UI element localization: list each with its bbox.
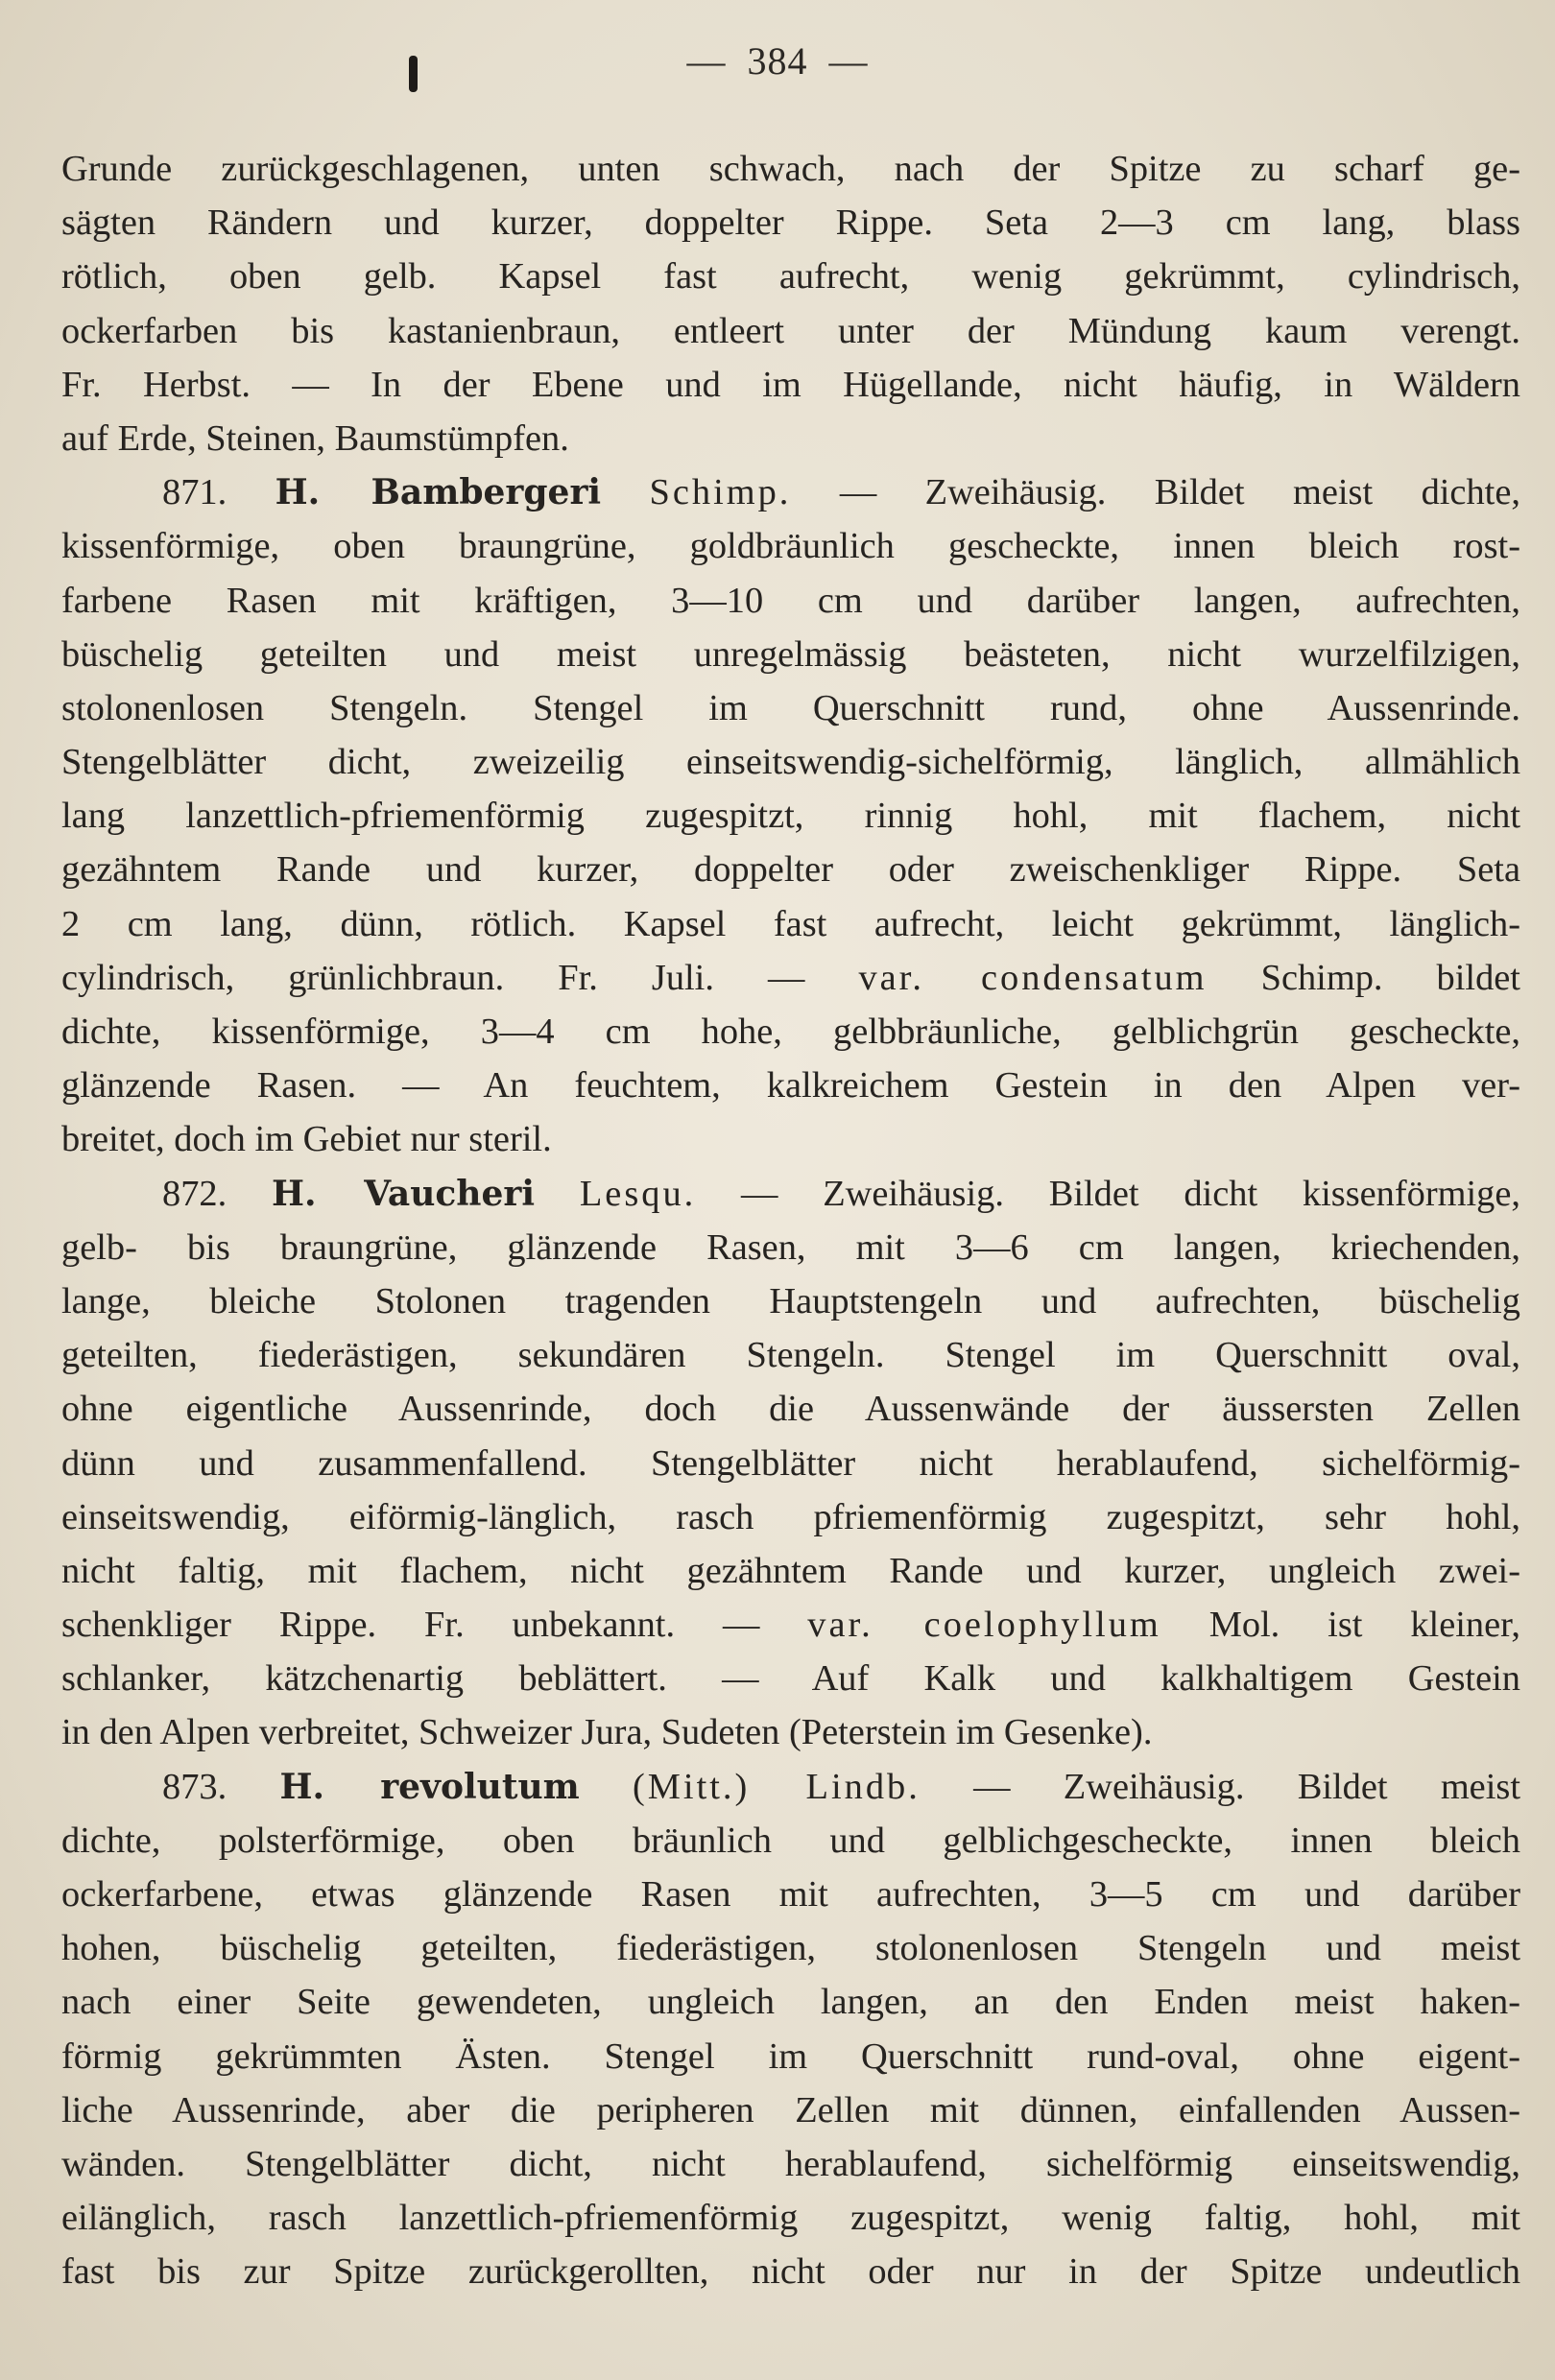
text-line: stolonenlosen Stengeln. Stengel im Querschnitt rund, ohne Aussenrinde. [61, 687, 1520, 728]
species-number: 873. [162, 1766, 227, 1807]
text-line: kissenförmige, oben braungrüne, goldbräunlich gescheckte, innen bleich rost- [61, 526, 1520, 567]
species-number: 871. [162, 472, 227, 513]
species-author: Schimp. [649, 472, 792, 513]
species-text: — Zweihäusig. Bildet meist [973, 1766, 1520, 1807]
text-line: nicht faltig, mit flachem, nicht gezähntem Rande und kurzer, ungleich zwei- [61, 1550, 1520, 1591]
species-name: H. Vaucheri [271, 1173, 536, 1214]
line-text: cylindrisch, grünlichbraun. Fr. Juli. — [61, 957, 805, 998]
text-line: ohne eigentliche Aussenrinde, doch die Aussenwände der äussersten Zellen [61, 1389, 1520, 1430]
text-line: eilänglich, rasch lanzettlich-pfriemenförmig zugespitzt, wenig faltig, hohl, mit [61, 2198, 1520, 2239]
text-line: gelb- bis braungrüne, glänzende Rasen, mit 3—6 cm langen, kriechenden, [61, 1226, 1520, 1268]
text-line: breitet, doch im Gebiet nur steril. [61, 1119, 552, 1160]
text-line: hohen, büschelig geteilten, fiederästigen, stolonenlosen Stengeln und meist [61, 1928, 1520, 1969]
page-number: 384 [747, 39, 808, 83]
text-line: sägten Rändern und kurzer, doppelter Rippe. Seta 2—3 cm lang, blass [61, 202, 1520, 244]
text-line: Fr. Herbst. — In der Ebene und im Hügellande, nicht häufig, in Wäldern [61, 364, 1520, 405]
text-line: förmig gekrümmten Ästen. Stengel im Querschnitt rund-oval, ohne eigent- [61, 2035, 1520, 2077]
body-text [61, 142, 1520, 2299]
text-line: rötlich, oben gelb. Kapsel fast aufrecht, wenig gekrümmt, cylindrisch, [61, 256, 1520, 298]
text-line: gezähntem Rande und kurzer, doppelter oder zweischenkliger Rippe. Seta [61, 849, 1520, 891]
text-line: schlanker, kätzchenartig beblättert. — Auf Kalk und kalkhaltigem Gestein [61, 1658, 1520, 1700]
text-line: Stengelblätter dicht, zweizeilig einseitswendig-sichelförmig, länglich, allmählich [61, 742, 1520, 783]
text-line: ockerfarben bis kastanienbraun, entleert unter der Mündung kaum verengt. [61, 310, 1520, 351]
variety-name: var. condensatum [858, 957, 1208, 998]
line-text: Schimp. bildet [1260, 957, 1520, 998]
page-header [0, 38, 1555, 83]
variety-name: var. coelophyllum [807, 1605, 1161, 1646]
species-number: 872. [162, 1173, 227, 1214]
species-name: H. Bambergeri [275, 472, 602, 513]
text-line: wänden. Stengelblätter dicht, nicht herablaufend, sichelförmig einseitswendig, [61, 2143, 1520, 2184]
text-line: liche Aussenrinde, aber die peripheren Zellen mit dünnen, einfallenden Aussen- [61, 2089, 1520, 2130]
species-text: — Zweihäusig. Bildet dicht kissenförmige, [741, 1173, 1520, 1214]
line-text: Mol. ist kleiner, [1208, 1605, 1520, 1646]
species-author: (Mitt.) Lindb. [633, 1766, 921, 1807]
text-line: farbene Rasen mit kräftigen, 3—10 cm und darüber langen, aufrechten, [61, 580, 1520, 621]
line-text: schenkliger Rippe. Fr. unbekannt. — [61, 1605, 760, 1646]
text-line [61, 1598, 1520, 1652]
text-line: auf Erde, Steinen, Baumstümpfen. [61, 417, 569, 459]
text-line [61, 1760, 1520, 1814]
header-dash-left: — [686, 39, 727, 83]
text-line: lange, bleiche Stolonen tragenden Hauptstengeln und aufrechten, büschelig [61, 1280, 1520, 1321]
text-line: Grunde zurückgeschlagenen, unten schwach, nach der Spitze zu scharf ge- [61, 149, 1520, 189]
species-author: Lesqu. [579, 1173, 697, 1214]
text-line: dünn und zusammenfallend. Stengelblätter nicht herablaufend, sichelförmig- [61, 1442, 1520, 1484]
text-line: in den Alpen verbreitet, Schweizer Jura, Sudeten (Peterstein im Gesenke). [61, 1712, 1153, 1753]
species-name: H. revolutum [279, 1766, 580, 1807]
text-line: dichte, kissenförmige, 3—4 cm hohe, gelbbräunliche, gelblichgrün gescheckte, [61, 1012, 1520, 1052]
header-dash-right: — [828, 39, 869, 83]
text-line [61, 465, 1520, 519]
text-line: 2 cm lang, dünn, rötlich. Kapsel fast aufrecht, leicht gekrümmt, länglich- [61, 903, 1520, 944]
text-line: geteilten, fiederästigen, sekundären Stengeln. Stengel im Querschnitt oval, [61, 1335, 1520, 1376]
text-line: büschelig geteilten und meist unregelmässig beästeten, nicht wurzelfilzigen, [61, 633, 1520, 675]
text-line: lang lanzettlich-pfriemenförmig zugespitzt, rinnig hohl, mit flachem, nicht [61, 796, 1520, 837]
text-line: glänzende Rasen. — An feuchtem, kalkreichem Gestein in den Alpen ver- [61, 1065, 1520, 1107]
text-line: fast bis zur Spitze zurückgerollten, nicht oder nur in der Spitze undeutlich [61, 2251, 1520, 2293]
text-line: einseitswendig, eiförmig-länglich, rasch pfriemenförmig zugespitzt, sehr hohl, [61, 1496, 1520, 1537]
text-line: nach einer Seite gewendeten, ungleich langen, an den Enden meist haken- [61, 1982, 1520, 2023]
text-line: dichte, polsterförmige, oben bräunlich und gelblichgescheckte, innen bleich [61, 1820, 1520, 1861]
species-text: — Zweihäusig. Bildet meist dichte, [839, 472, 1520, 513]
text-line [61, 1167, 1520, 1221]
text-line [61, 951, 1520, 1005]
text-line: ockerfarbene, etwas glänzende Rasen mit aufrechten, 3—5 cm und darüber [61, 1874, 1520, 1915]
